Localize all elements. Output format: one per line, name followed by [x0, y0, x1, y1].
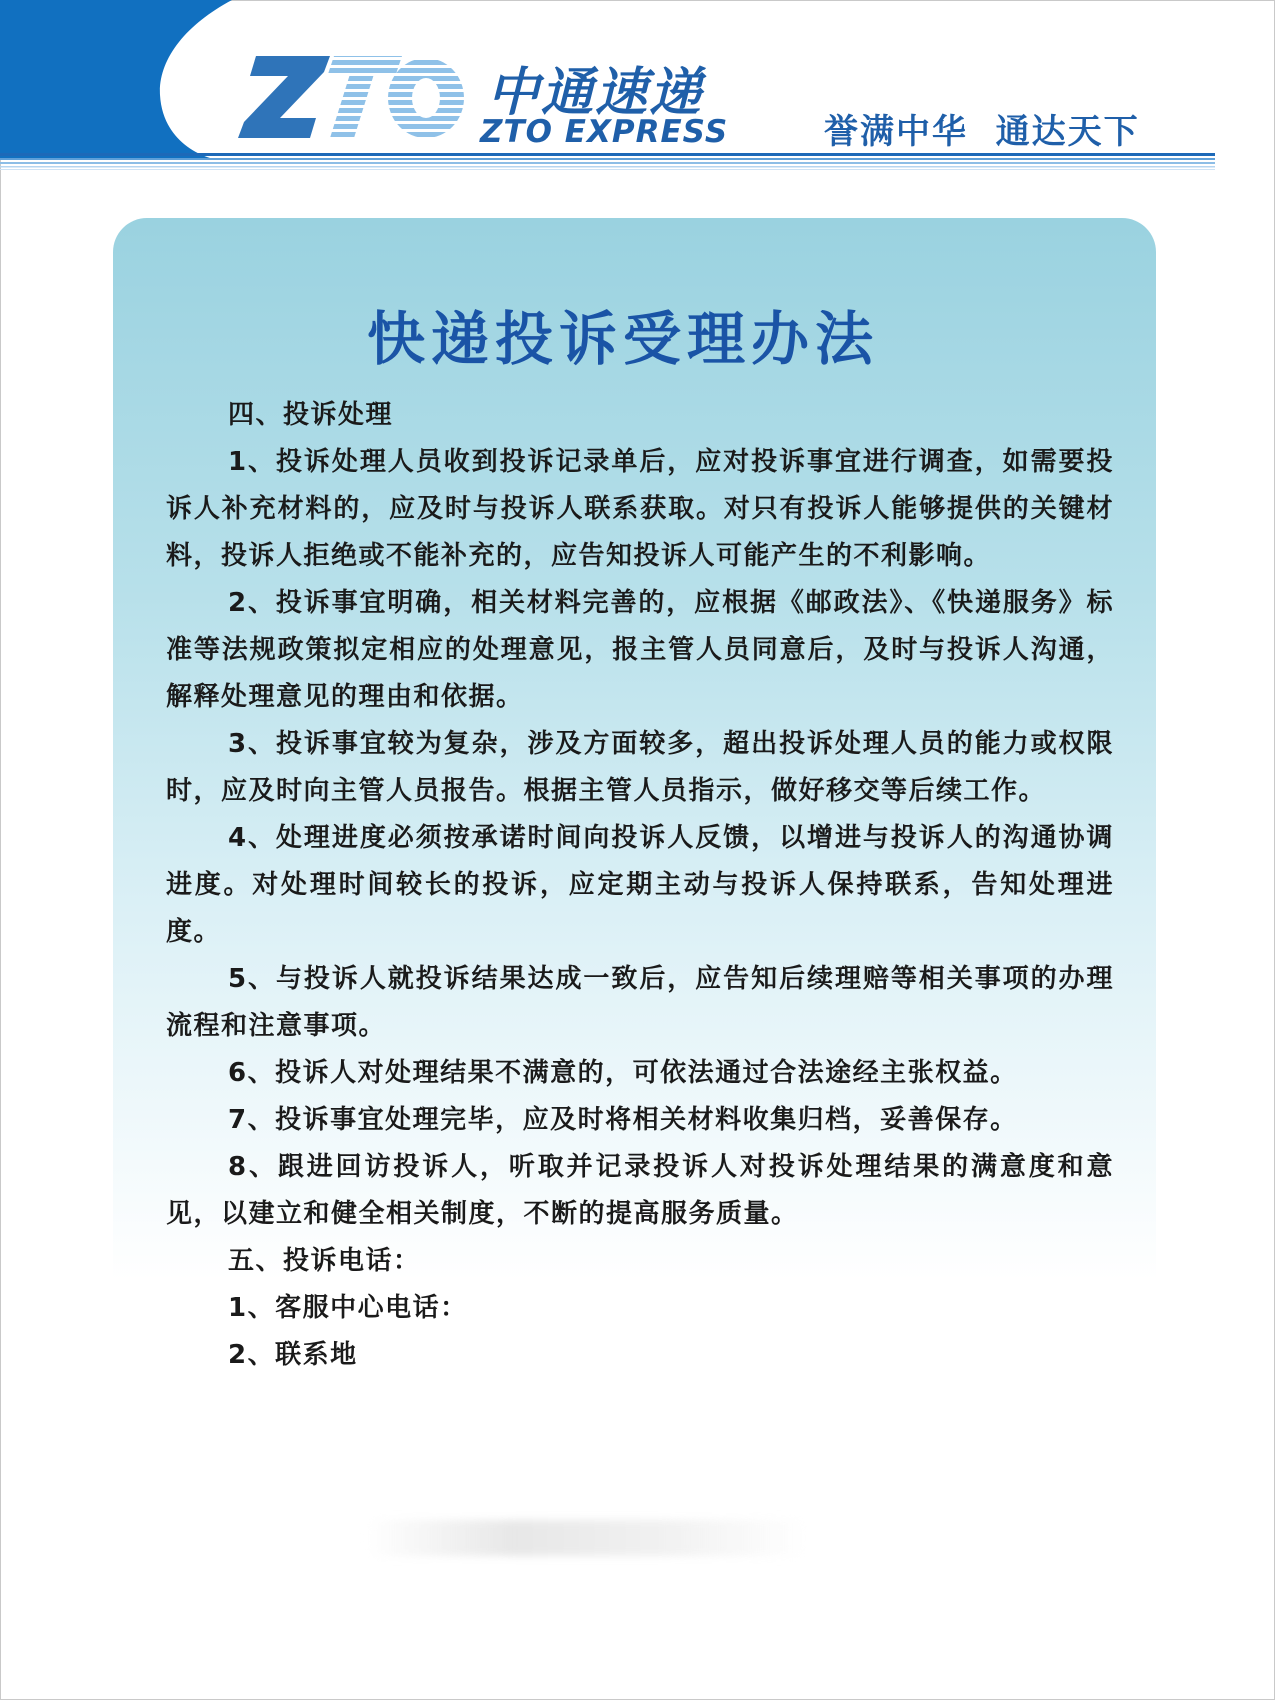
paragraph-item: 3、投诉事宜较为复杂，涉及方面较多，超出投诉处理人员的能力或权限时，应及时向主管人员报告。根据主管人员指示，做好移交等后续工作。	[166, 729, 1114, 806]
section-heading: 四、投诉处理	[228, 400, 394, 430]
paragraph-item: 6、投诉人对处理结果不满意的，可依法通过合法途经主张权益。	[228, 1058, 1018, 1088]
paragraph-item: 5、与投诉人就投诉结果达成一致后，应告知后续理赔等相关事项的办理流程和注意事项。	[166, 964, 1114, 1041]
redacted-address	[367, 1520, 807, 1556]
paragraph-item: 8、跟进回访投诉人，听取并记录投诉人对投诉处理结果的满意度和意见，以建立和健全相关制度，不断的提高服务质量。	[166, 1152, 1114, 1229]
brand-name-en: ZTO EXPRESS	[480, 114, 729, 150]
paragraph-item: 2、投诉事宜明确，相关材料完善的，应根据《邮政法》、《快递服务》标准等法规政策拟定相应的处理意见，报主管人员同意后，及时与投诉人沟通，解释处理意见的理由和依据。	[166, 588, 1114, 712]
document-body	[166, 392, 1114, 1379]
page-title: 快递投诉受理办法	[366, 305, 879, 373]
paragraph-item: 1、投诉处理人员收到投诉记录单后，应对投诉事宜进行调查，如需要投诉人补充材料的，应及时与投诉人联系获取。对只有投诉人能够提供的关键材料，投诉人拒绝或不能补充的，应告知投诉人可能产生的不利影响。	[166, 447, 1114, 571]
section-heading: 五、投诉电话：	[228, 1246, 421, 1276]
contact-phone-line: 1、客服中心电话：	[228, 1293, 468, 1323]
brand-name-cn: 中通速递	[487, 63, 704, 123]
header-banner	[0, 0, 1275, 180]
slogan: 誉满中华 通达天下	[824, 112, 1140, 152]
paragraph-item: 7、投诉事宜处理完毕，应及时将相关材料收集归档，妥善保存。	[228, 1105, 1018, 1135]
paragraph-item: 4、处理进度必须按承诺时间向投诉人反馈，以增进与投诉人的沟通协调进度。对处理时间较长的投诉，应定期主动与投诉人保持联系，告知处理进度。	[166, 823, 1114, 947]
zto-logo-icon	[238, 52, 468, 144]
contact-address-line: 2、联系地	[228, 1340, 358, 1370]
